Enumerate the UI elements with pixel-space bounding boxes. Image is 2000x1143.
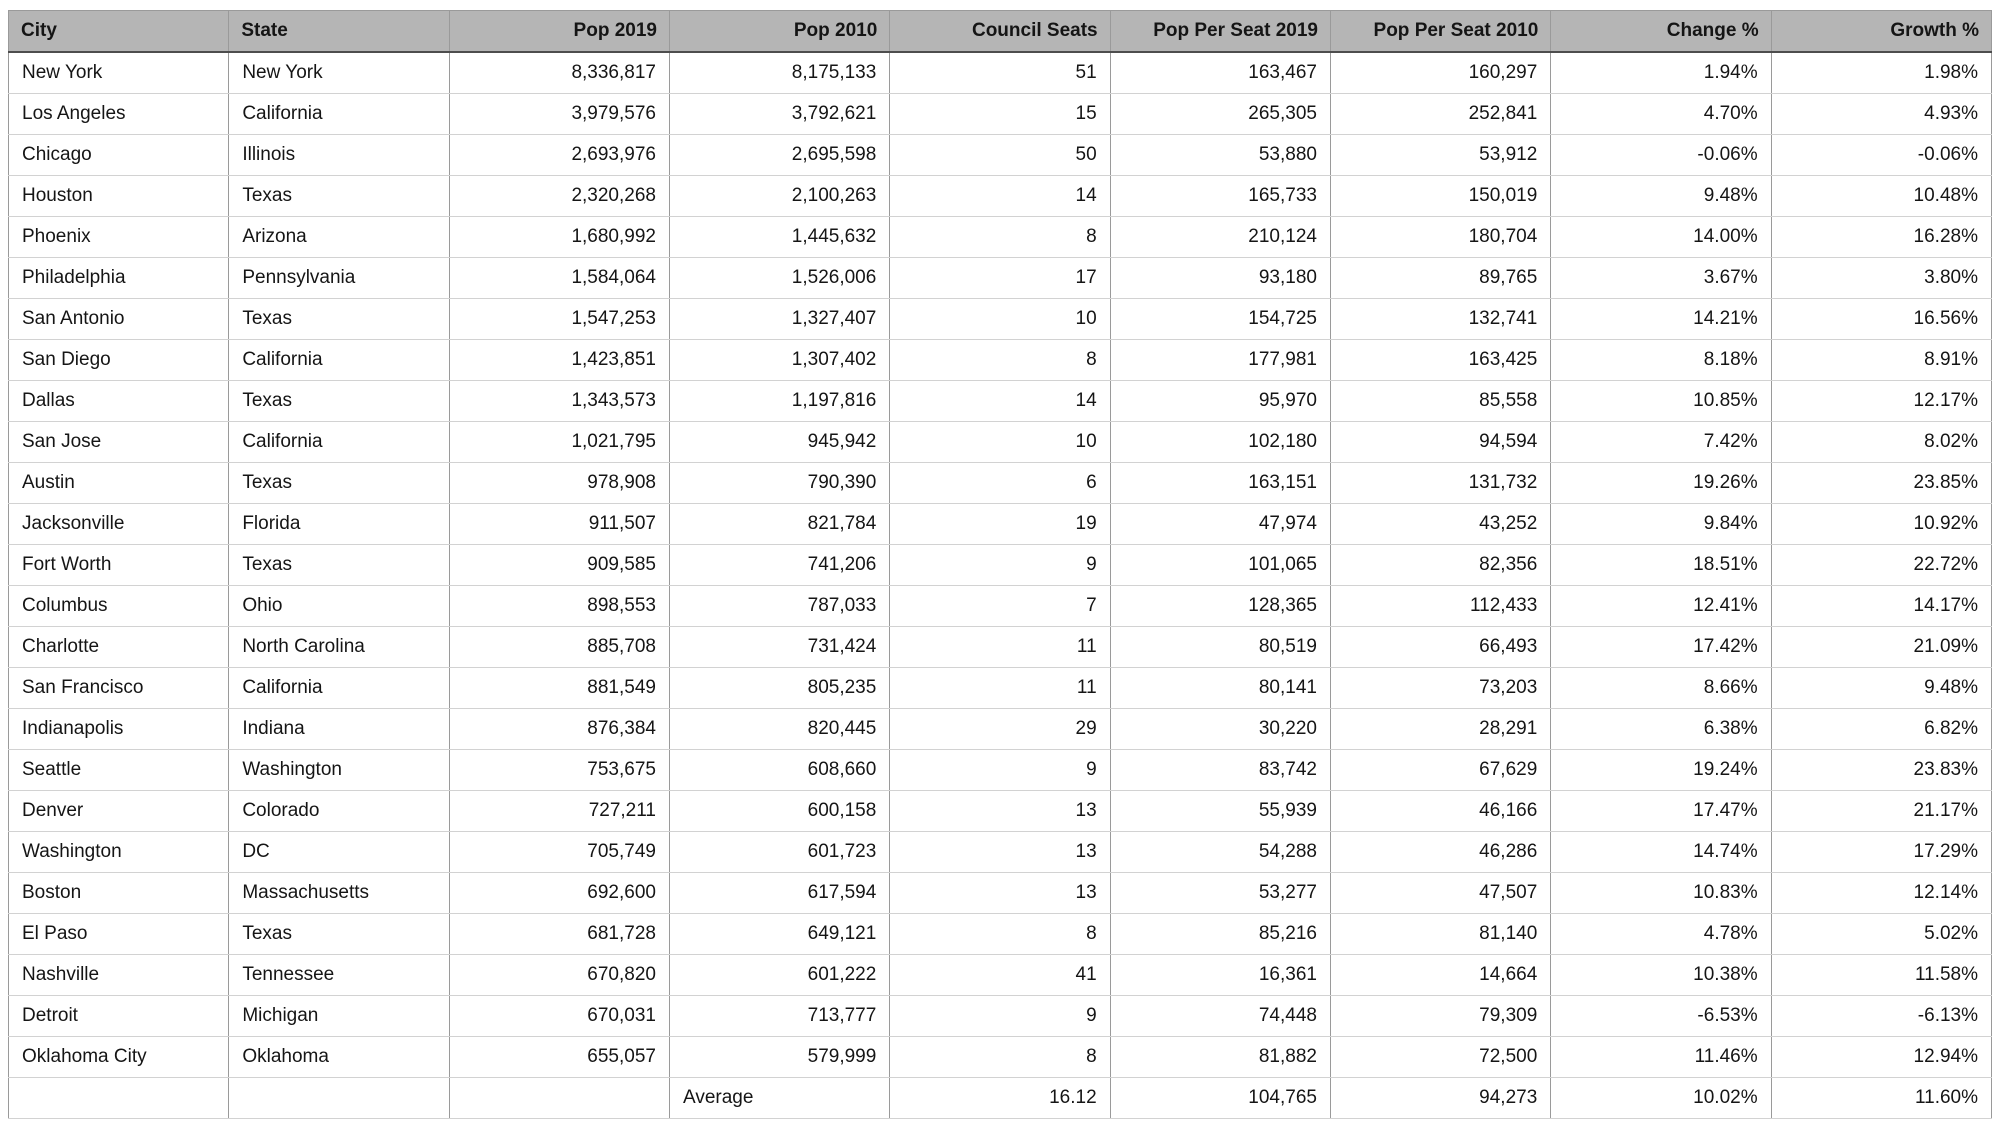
cell-pop2019: 978,908	[449, 463, 669, 504]
cell-state: California	[229, 340, 449, 381]
cell-pop2019: 681,728	[449, 914, 669, 955]
cell-change: 9.48%	[1551, 176, 1771, 217]
cell-pop2010: Average	[669, 1078, 889, 1119]
cell-pps2010: 85,558	[1330, 381, 1550, 422]
cell-change: 6.38%	[1551, 709, 1771, 750]
cell-change: 12.41%	[1551, 586, 1771, 627]
cell-pop2010: 3,792,621	[669, 94, 889, 135]
cell-pps2010: 66,493	[1330, 627, 1550, 668]
cell-pps2019: 102,180	[1110, 422, 1330, 463]
cell-growth: 23.83%	[1771, 750, 1991, 791]
cell-growth: 11.60%	[1771, 1078, 1991, 1119]
cell-city: Fort Worth	[9, 545, 229, 586]
cell-seats: 9	[890, 750, 1110, 791]
cell-pop2010: 617,594	[669, 873, 889, 914]
cell-change: 14.00%	[1551, 217, 1771, 258]
cell-pop2019: 2,320,268	[449, 176, 669, 217]
cell-seats: 19	[890, 504, 1110, 545]
cell-pps2010: 131,732	[1330, 463, 1550, 504]
cell-pop2019: 692,600	[449, 873, 669, 914]
cell-pps2019: 85,216	[1110, 914, 1330, 955]
cell-state: Texas	[229, 381, 449, 422]
table-row	[9, 832, 1992, 873]
cell-pps2010: 160,297	[1330, 52, 1550, 94]
cell-growth: -0.06%	[1771, 135, 1991, 176]
cell-pop2019: 881,549	[449, 668, 669, 709]
cell-seats: 13	[890, 873, 1110, 914]
cell-growth: 12.17%	[1771, 381, 1991, 422]
cell-pps2010: 112,433	[1330, 586, 1550, 627]
table-row	[9, 258, 1992, 299]
cell-change: 19.26%	[1551, 463, 1771, 504]
column-header-change: Change %	[1551, 11, 1771, 53]
cell-state: Illinois	[229, 135, 449, 176]
cell-growth: 16.28%	[1771, 217, 1991, 258]
cell-change: 4.78%	[1551, 914, 1771, 955]
column-header-pop2010: Pop 2010	[669, 11, 889, 53]
cell-city	[9, 1078, 229, 1119]
cell-state: Ohio	[229, 586, 449, 627]
cell-change: 8.66%	[1551, 668, 1771, 709]
cell-seats: 14	[890, 176, 1110, 217]
cell-growth: 5.02%	[1771, 914, 1991, 955]
cell-pop2010: 601,723	[669, 832, 889, 873]
column-header-state: State	[229, 11, 449, 53]
table-row	[9, 1037, 1992, 1078]
table-row	[9, 996, 1992, 1037]
cell-change: 1.94%	[1551, 52, 1771, 94]
cell-city: Detroit	[9, 996, 229, 1037]
cell-pps2010: 252,841	[1330, 94, 1550, 135]
cell-pps2019: 80,519	[1110, 627, 1330, 668]
cell-state: Florida	[229, 504, 449, 545]
cell-seats: 13	[890, 791, 1110, 832]
cell-pop2010: 579,999	[669, 1037, 889, 1078]
cell-pps2010: 150,019	[1330, 176, 1550, 217]
table-row	[9, 627, 1992, 668]
cell-change: -6.53%	[1551, 996, 1771, 1037]
column-header-pps2010: Pop Per Seat 2010	[1330, 11, 1550, 53]
cell-change: 17.42%	[1551, 627, 1771, 668]
cell-growth: 11.58%	[1771, 955, 1991, 996]
table-row	[9, 52, 1992, 94]
cell-growth: 23.85%	[1771, 463, 1991, 504]
cell-state: Texas	[229, 176, 449, 217]
cell-change: 4.70%	[1551, 94, 1771, 135]
cell-seats: 9	[890, 545, 1110, 586]
cell-pps2019: 265,305	[1110, 94, 1330, 135]
cell-seats: 29	[890, 709, 1110, 750]
cell-seats: 9	[890, 996, 1110, 1037]
cell-growth: 12.94%	[1771, 1037, 1991, 1078]
cell-change: 10.85%	[1551, 381, 1771, 422]
cell-state: Tennessee	[229, 955, 449, 996]
cell-growth: 10.48%	[1771, 176, 1991, 217]
cell-city: New York	[9, 52, 229, 94]
cell-state	[229, 1078, 449, 1119]
cell-pps2010: 28,291	[1330, 709, 1550, 750]
cell-change: 14.74%	[1551, 832, 1771, 873]
cell-city: Washington	[9, 832, 229, 873]
cell-pop2010: 787,033	[669, 586, 889, 627]
cell-pop2019: 8,336,817	[449, 52, 669, 94]
cell-pps2010: 81,140	[1330, 914, 1550, 955]
cell-seats: 7	[890, 586, 1110, 627]
table-row	[9, 709, 1992, 750]
cell-pps2019: 74,448	[1110, 996, 1330, 1037]
cell-pps2019: 154,725	[1110, 299, 1330, 340]
cell-seats: 50	[890, 135, 1110, 176]
cell-pps2019: 128,365	[1110, 586, 1330, 627]
cell-seats: 14	[890, 381, 1110, 422]
cell-city: Charlotte	[9, 627, 229, 668]
cell-state: Texas	[229, 914, 449, 955]
cell-pop2019: 909,585	[449, 545, 669, 586]
cell-pps2019: 177,981	[1110, 340, 1330, 381]
cell-change: 8.18%	[1551, 340, 1771, 381]
cell-state: California	[229, 668, 449, 709]
cell-growth: 8.91%	[1771, 340, 1991, 381]
cell-growth: 17.29%	[1771, 832, 1991, 873]
cell-pop2019: 885,708	[449, 627, 669, 668]
table-row	[9, 217, 1992, 258]
cell-state: Massachusetts	[229, 873, 449, 914]
cell-growth: -6.13%	[1771, 996, 1991, 1037]
city-population-table	[8, 10, 1992, 1119]
cell-pop2019: 911,507	[449, 504, 669, 545]
cell-pop2010: 821,784	[669, 504, 889, 545]
table-row	[9, 299, 1992, 340]
cell-state: Indiana	[229, 709, 449, 750]
cell-pps2010: 43,252	[1330, 504, 1550, 545]
cell-pop2010: 600,158	[669, 791, 889, 832]
cell-seats: 41	[890, 955, 1110, 996]
table-row	[9, 586, 1992, 627]
cell-pop2019: 1,680,992	[449, 217, 669, 258]
cell-city: Jacksonville	[9, 504, 229, 545]
cell-city: Austin	[9, 463, 229, 504]
cell-growth: 8.02%	[1771, 422, 1991, 463]
cell-pop2010: 1,327,407	[669, 299, 889, 340]
cell-pop2019: 898,553	[449, 586, 669, 627]
cell-seats: 8	[890, 340, 1110, 381]
cell-growth: 12.14%	[1771, 873, 1991, 914]
cell-seats: 8	[890, 217, 1110, 258]
cell-pps2019: 83,742	[1110, 750, 1330, 791]
cell-seats: 11	[890, 627, 1110, 668]
cell-pop2010: 805,235	[669, 668, 889, 709]
cell-pps2019: 93,180	[1110, 258, 1330, 299]
cell-seats: 51	[890, 52, 1110, 94]
cell-change: 10.02%	[1551, 1078, 1771, 1119]
cell-change: 18.51%	[1551, 545, 1771, 586]
cell-pop2010: 741,206	[669, 545, 889, 586]
cell-pps2010: 14,664	[1330, 955, 1550, 996]
cell-pps2010: 94,273	[1330, 1078, 1550, 1119]
table-row	[9, 791, 1992, 832]
table-row	[9, 504, 1992, 545]
cell-state: Pennsylvania	[229, 258, 449, 299]
cell-change: 7.42%	[1551, 422, 1771, 463]
cell-pps2019: 54,288	[1110, 832, 1330, 873]
cell-growth: 22.72%	[1771, 545, 1991, 586]
cell-city: Denver	[9, 791, 229, 832]
cell-growth: 4.93%	[1771, 94, 1991, 135]
cell-seats: 8	[890, 914, 1110, 955]
cell-growth: 21.09%	[1771, 627, 1991, 668]
table-row	[9, 135, 1992, 176]
cell-pps2019: 53,880	[1110, 135, 1330, 176]
cell-seats: 6	[890, 463, 1110, 504]
summary-row	[9, 1078, 1992, 1119]
cell-city: San Diego	[9, 340, 229, 381]
cell-pop2010: 2,695,598	[669, 135, 889, 176]
table-row	[9, 381, 1992, 422]
cell-pop2019: 655,057	[449, 1037, 669, 1078]
cell-change: 10.38%	[1551, 955, 1771, 996]
cell-change: 9.84%	[1551, 504, 1771, 545]
cell-pop2010: 713,777	[669, 996, 889, 1037]
cell-pop2010: 608,660	[669, 750, 889, 791]
cell-seats: 13	[890, 832, 1110, 873]
column-header-growth: Growth %	[1771, 11, 1991, 53]
cell-pop2010: 1,526,006	[669, 258, 889, 299]
cell-pps2019: 53,277	[1110, 873, 1330, 914]
cell-state: Texas	[229, 463, 449, 504]
cell-change: 10.83%	[1551, 873, 1771, 914]
cell-growth: 10.92%	[1771, 504, 1991, 545]
cell-pps2019: 80,141	[1110, 668, 1330, 709]
table-body	[9, 52, 1992, 1119]
cell-city: Columbus	[9, 586, 229, 627]
cell-change: 11.46%	[1551, 1037, 1771, 1078]
cell-state: DC	[229, 832, 449, 873]
cell-pps2019: 16,361	[1110, 955, 1330, 996]
cell-city: Seattle	[9, 750, 229, 791]
cell-pps2010: 67,629	[1330, 750, 1550, 791]
cell-growth: 1.98%	[1771, 52, 1991, 94]
cell-pop2010: 820,445	[669, 709, 889, 750]
cell-pop2019: 1,547,253	[449, 299, 669, 340]
cell-pps2010: 89,765	[1330, 258, 1550, 299]
cell-pps2010: 94,594	[1330, 422, 1550, 463]
cell-pps2019: 55,939	[1110, 791, 1330, 832]
cell-growth: 9.48%	[1771, 668, 1991, 709]
cell-growth: 16.56%	[1771, 299, 1991, 340]
table-row	[9, 668, 1992, 709]
cell-growth: 3.80%	[1771, 258, 1991, 299]
cell-pps2010: 72,500	[1330, 1037, 1550, 1078]
cell-pop2019	[449, 1078, 669, 1119]
column-header-pps2019: Pop Per Seat 2019	[1110, 11, 1330, 53]
cell-pps2019: 81,882	[1110, 1037, 1330, 1078]
cell-pps2019: 101,065	[1110, 545, 1330, 586]
cell-city: Indianapolis	[9, 709, 229, 750]
cell-growth: 21.17%	[1771, 791, 1991, 832]
cell-pps2010: 46,286	[1330, 832, 1550, 873]
cell-city: Dallas	[9, 381, 229, 422]
cell-city: Philadelphia	[9, 258, 229, 299]
table-row	[9, 340, 1992, 381]
cell-pop2010: 649,121	[669, 914, 889, 955]
cell-pop2010: 945,942	[669, 422, 889, 463]
cell-pop2019: 1,423,851	[449, 340, 669, 381]
cell-pps2010: 82,356	[1330, 545, 1550, 586]
cell-pop2019: 753,675	[449, 750, 669, 791]
cell-city: Chicago	[9, 135, 229, 176]
cell-pop2019: 670,031	[449, 996, 669, 1037]
cell-pps2010: 132,741	[1330, 299, 1550, 340]
cell-city: Nashville	[9, 955, 229, 996]
cell-pop2019: 2,693,976	[449, 135, 669, 176]
cell-seats: 16.12	[890, 1078, 1110, 1119]
cell-pps2019: 210,124	[1110, 217, 1330, 258]
table-row	[9, 873, 1992, 914]
cell-change: -0.06%	[1551, 135, 1771, 176]
cell-pop2019: 876,384	[449, 709, 669, 750]
cell-state: Arizona	[229, 217, 449, 258]
cell-growth: 14.17%	[1771, 586, 1991, 627]
cell-pop2019: 1,584,064	[449, 258, 669, 299]
cell-state: North Carolina	[229, 627, 449, 668]
city-population-table-container	[8, 10, 1992, 1119]
cell-pop2019: 727,211	[449, 791, 669, 832]
cell-state: Colorado	[229, 791, 449, 832]
column-header-seats: Council Seats	[890, 11, 1110, 53]
cell-pps2010: 47,507	[1330, 873, 1550, 914]
table-row	[9, 94, 1992, 135]
table-row	[9, 955, 1992, 996]
cell-seats: 11	[890, 668, 1110, 709]
cell-pps2019: 47,974	[1110, 504, 1330, 545]
header-row	[9, 11, 1992, 53]
table-row	[9, 422, 1992, 463]
cell-pps2019: 30,220	[1110, 709, 1330, 750]
table-row	[9, 176, 1992, 217]
cell-growth: 6.82%	[1771, 709, 1991, 750]
cell-pop2019: 670,820	[449, 955, 669, 996]
table-row	[9, 914, 1992, 955]
cell-state: Texas	[229, 545, 449, 586]
cell-state: Washington	[229, 750, 449, 791]
cell-pop2010: 1,445,632	[669, 217, 889, 258]
table-row	[9, 545, 1992, 586]
cell-pps2019: 165,733	[1110, 176, 1330, 217]
cell-city: San Antonio	[9, 299, 229, 340]
cell-pps2010: 180,704	[1330, 217, 1550, 258]
cell-pps2010: 53,912	[1330, 135, 1550, 176]
cell-state: Texas	[229, 299, 449, 340]
cell-pps2010: 79,309	[1330, 996, 1550, 1037]
cell-change: 14.21%	[1551, 299, 1771, 340]
table-row	[9, 750, 1992, 791]
cell-seats: 8	[890, 1037, 1110, 1078]
cell-state: California	[229, 94, 449, 135]
cell-state: New York	[229, 52, 449, 94]
cell-seats: 10	[890, 422, 1110, 463]
cell-pop2019: 1,021,795	[449, 422, 669, 463]
cell-change: 17.47%	[1551, 791, 1771, 832]
cell-city: Phoenix	[9, 217, 229, 258]
cell-pop2010: 1,197,816	[669, 381, 889, 422]
cell-pop2010: 601,222	[669, 955, 889, 996]
cell-pop2010: 731,424	[669, 627, 889, 668]
cell-pop2010: 790,390	[669, 463, 889, 504]
cell-city: Houston	[9, 176, 229, 217]
cell-city: El Paso	[9, 914, 229, 955]
cell-city: Boston	[9, 873, 229, 914]
cell-change: 3.67%	[1551, 258, 1771, 299]
table-row	[9, 463, 1992, 504]
cell-pps2019: 163,151	[1110, 463, 1330, 504]
cell-pop2019: 3,979,576	[449, 94, 669, 135]
cell-pop2019: 705,749	[449, 832, 669, 873]
cell-seats: 17	[890, 258, 1110, 299]
table-header	[9, 11, 1992, 53]
cell-pps2010: 73,203	[1330, 668, 1550, 709]
cell-pps2019: 163,467	[1110, 52, 1330, 94]
cell-seats: 15	[890, 94, 1110, 135]
cell-pps2019: 95,970	[1110, 381, 1330, 422]
cell-seats: 10	[890, 299, 1110, 340]
cell-pps2019: 104,765	[1110, 1078, 1330, 1119]
cell-city: Oklahoma City	[9, 1037, 229, 1078]
cell-state: Oklahoma	[229, 1037, 449, 1078]
column-header-city: City	[9, 11, 229, 53]
cell-pop2010: 8,175,133	[669, 52, 889, 94]
cell-pop2010: 1,307,402	[669, 340, 889, 381]
cell-city: San Jose	[9, 422, 229, 463]
cell-state: Michigan	[229, 996, 449, 1037]
cell-state: California	[229, 422, 449, 463]
cell-pop2010: 2,100,263	[669, 176, 889, 217]
cell-city: San Francisco	[9, 668, 229, 709]
column-header-pop2019: Pop 2019	[449, 11, 669, 53]
cell-pps2010: 163,425	[1330, 340, 1550, 381]
cell-pop2019: 1,343,573	[449, 381, 669, 422]
cell-pps2010: 46,166	[1330, 791, 1550, 832]
cell-change: 19.24%	[1551, 750, 1771, 791]
cell-city: Los Angeles	[9, 94, 229, 135]
